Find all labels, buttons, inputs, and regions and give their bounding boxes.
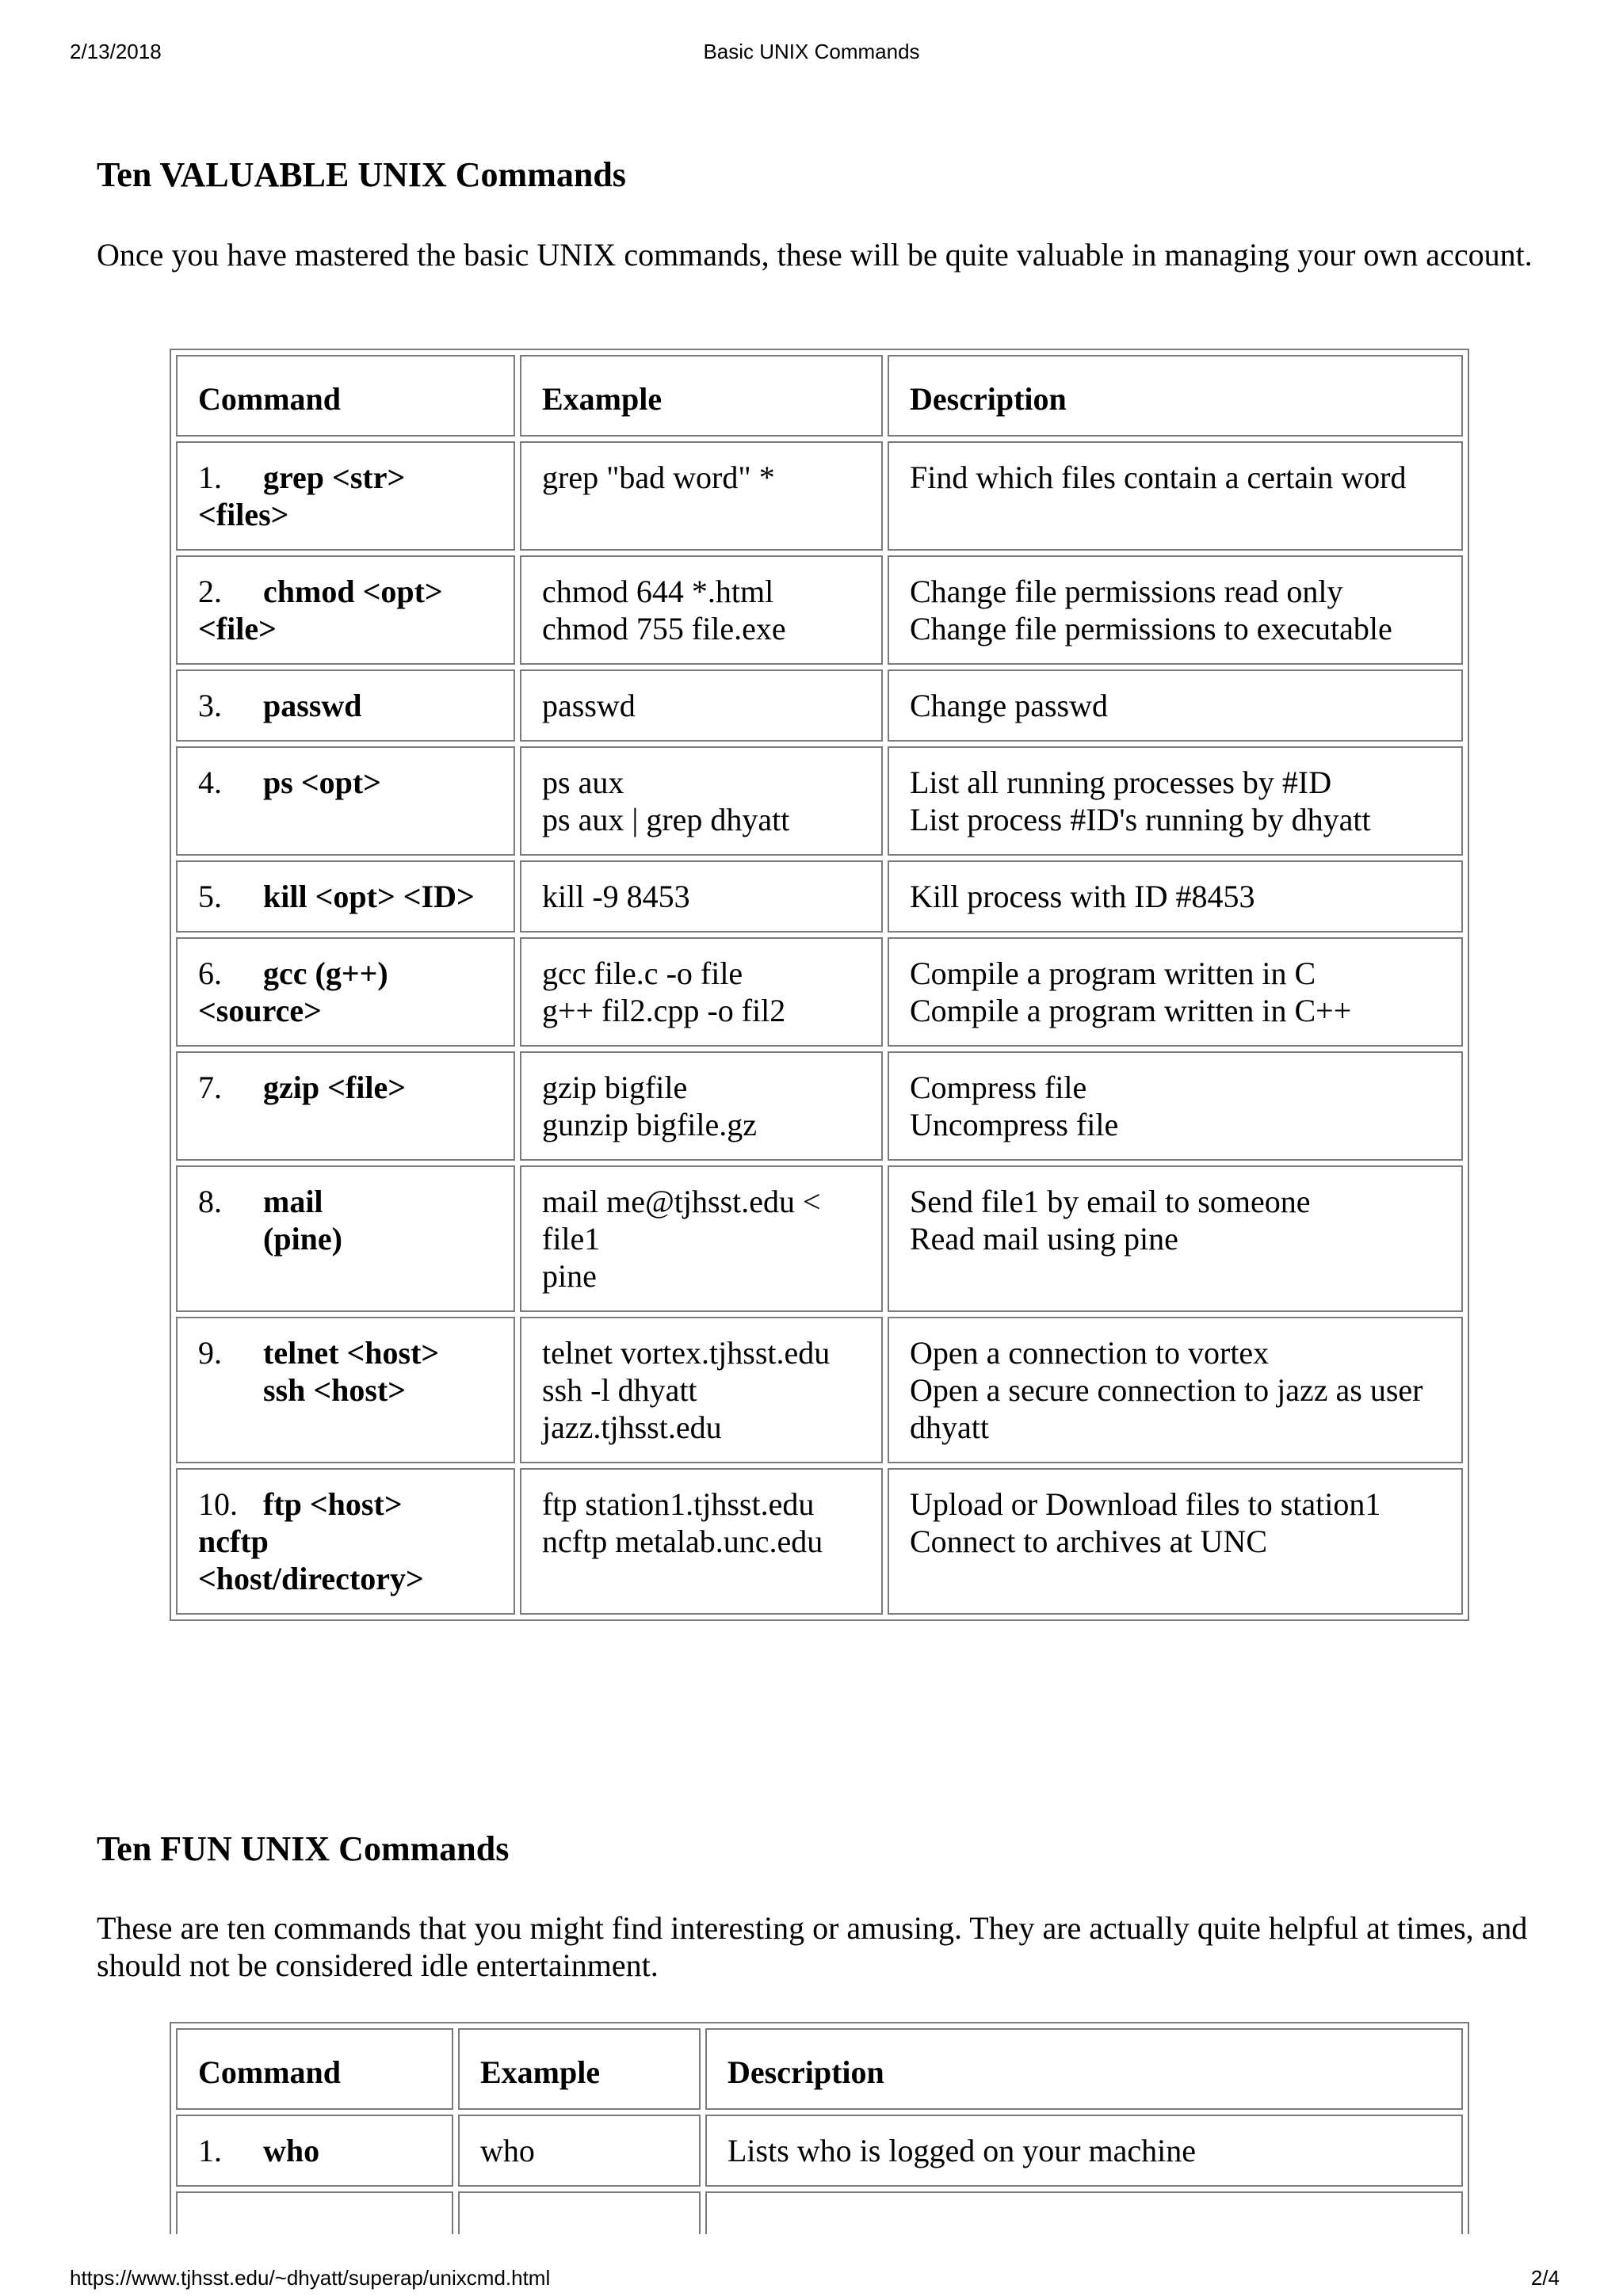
example-line: file1: [542, 1221, 601, 1257]
table-row-cut-off: [176, 2191, 1463, 2234]
example-line: mail me@tjhsst.edu <: [542, 1184, 821, 1219]
footer-page-number: 2/4: [1530, 2266, 1560, 2290]
description-line: Uncompress file: [910, 1107, 1119, 1142]
table-header-row: [176, 2028, 1463, 2110]
fun-intro: These are ten commands that you might find interesting or amusing. They are actually quite helpful at times, and should not be considered idle entertainment.: [97, 1910, 1528, 1983]
description-line: Lists who is logged on your machine: [727, 2133, 1197, 2168]
fun-heading: Ten FUN UNIX Commands: [97, 1829, 510, 1868]
row-number: 7.: [198, 1070, 222, 1105]
command-cell: [176, 2115, 453, 2187]
example-line: ssh -l dhyatt: [542, 1372, 697, 1408]
example-line: gcc file.c -o file: [542, 955, 743, 991]
example-cell: [458, 2115, 701, 2187]
command-args: ncftp: [198, 1524, 269, 1559]
empty-cell: [176, 2191, 453, 2234]
description-line: Find which files contain a certain word: [910, 460, 1407, 495]
column-header-command: Command: [176, 2028, 453, 2110]
footer-url: https://www.tjhsst.edu/~dhyatt/superap/unixcmd.html: [70, 2266, 551, 2290]
example-line: passwd: [542, 688, 636, 723]
command-args: <files>: [198, 497, 289, 532]
command-name: kill <opt> <ID>: [263, 879, 475, 914]
command-name-alt: (pine): [263, 1221, 342, 1257]
row-number: 8.: [198, 1184, 222, 1219]
command-name: grep <str>: [263, 460, 406, 495]
column-header-description: Description: [888, 355, 1463, 437]
example-line: chmod 644 *.html: [542, 574, 774, 609]
description-line: List all running processes by #ID: [910, 765, 1332, 800]
command-name: chmod <opt>: [263, 574, 443, 609]
row-number: 10.: [198, 1486, 238, 1522]
description-line: Send file1 by email to someone: [910, 1184, 1311, 1219]
example-line: ps aux | grep dhyatt: [542, 802, 790, 837]
row-number: 4.: [198, 765, 222, 800]
table-row: [176, 2115, 1463, 2187]
column-header-description: Description: [705, 2028, 1463, 2110]
description-line: Read mail using pine: [910, 1221, 1178, 1257]
description-line: Open a secure connection to jazz as user: [910, 1372, 1423, 1408]
description-line: Upload or Download files to station1: [910, 1486, 1381, 1522]
command-name: ps <opt>: [263, 765, 381, 800]
column-header-example: Example: [458, 2028, 701, 2110]
example-line: who: [480, 2133, 535, 2168]
description-cell: [705, 2115, 1463, 2187]
command-name: mail: [263, 1184, 323, 1219]
example-line: gunzip bigfile.gz: [542, 1107, 758, 1142]
fun-commands-table: [170, 2022, 1469, 2234]
example-line: pine: [542, 1258, 597, 1294]
command-name: who: [263, 2133, 320, 2168]
description-line: Compress file: [910, 1070, 1087, 1105]
example-line: g++ fil2.cpp -o fil2: [542, 993, 786, 1028]
command-name-alt: ssh <host>: [263, 1372, 407, 1408]
description-line: Change passwd: [910, 688, 1108, 723]
description-line: dhyatt: [910, 1409, 989, 1445]
example-line: ftp station1.tjhsst.edu: [542, 1486, 815, 1522]
description-line: Connect to archives at UNC: [910, 1524, 1267, 1559]
row-number: 1.: [198, 2133, 222, 2168]
example-line: telnet vortex.tjhsst.edu: [542, 1335, 831, 1371]
description-line: Compile a program written in C: [910, 955, 1316, 991]
command-name: gzip <file>: [263, 1070, 406, 1105]
description-line: Open a connection to vortex: [910, 1335, 1270, 1371]
command-args: <host/directory>: [198, 1561, 424, 1596]
example-line: grep "bad word" *: [542, 460, 775, 495]
description-line: Change file permissions read only: [910, 574, 1343, 609]
description-line: List process #ID's running by dhyatt: [910, 802, 1371, 837]
header-title: Basic UNIX Commands: [703, 40, 920, 63]
command-name: telnet <host>: [263, 1335, 440, 1371]
row-number: 1.: [198, 460, 222, 495]
valuable-intro: Once you have mastered the basic UNIX commands, these will be quite valuable in managing your own account.: [97, 237, 1533, 273]
command-name: passwd: [263, 688, 362, 723]
column-header-example: Example: [520, 355, 883, 437]
description-line: Kill process with ID #8453: [910, 879, 1255, 914]
valuable-heading: Ten VALUABLE UNIX Commands: [97, 155, 626, 194]
command-name: gcc (g++): [263, 955, 388, 991]
row-number: 2.: [198, 574, 222, 609]
example-line: ncftp metalab.unc.edu: [542, 1524, 823, 1559]
row-number: 6.: [198, 955, 222, 991]
example-line: jazz.tjhsst.edu: [542, 1409, 722, 1445]
description-line: Change file permissions to executable: [910, 611, 1392, 646]
empty-cell: [458, 2191, 701, 2234]
command-line: [198, 2132, 431, 2169]
example-line: chmod 755 file.exe: [542, 611, 786, 646]
column-header-command: Command: [176, 355, 515, 437]
header-date: 2/13/2018: [70, 40, 162, 63]
example-line: gzip bigfile: [542, 1070, 688, 1105]
row-number: 3.: [198, 688, 222, 723]
command-args: <source>: [198, 993, 322, 1028]
empty-cell: [705, 2191, 1463, 2234]
command-args: <file>: [198, 611, 277, 646]
command-name: ftp <host>: [263, 1486, 403, 1522]
description-line: Compile a program written in C++: [910, 993, 1352, 1028]
row-number: 9.: [198, 1335, 222, 1371]
example-line: kill -9 8453: [542, 879, 690, 914]
example-line: ps aux: [542, 765, 624, 800]
row-number: 5.: [198, 879, 222, 914]
